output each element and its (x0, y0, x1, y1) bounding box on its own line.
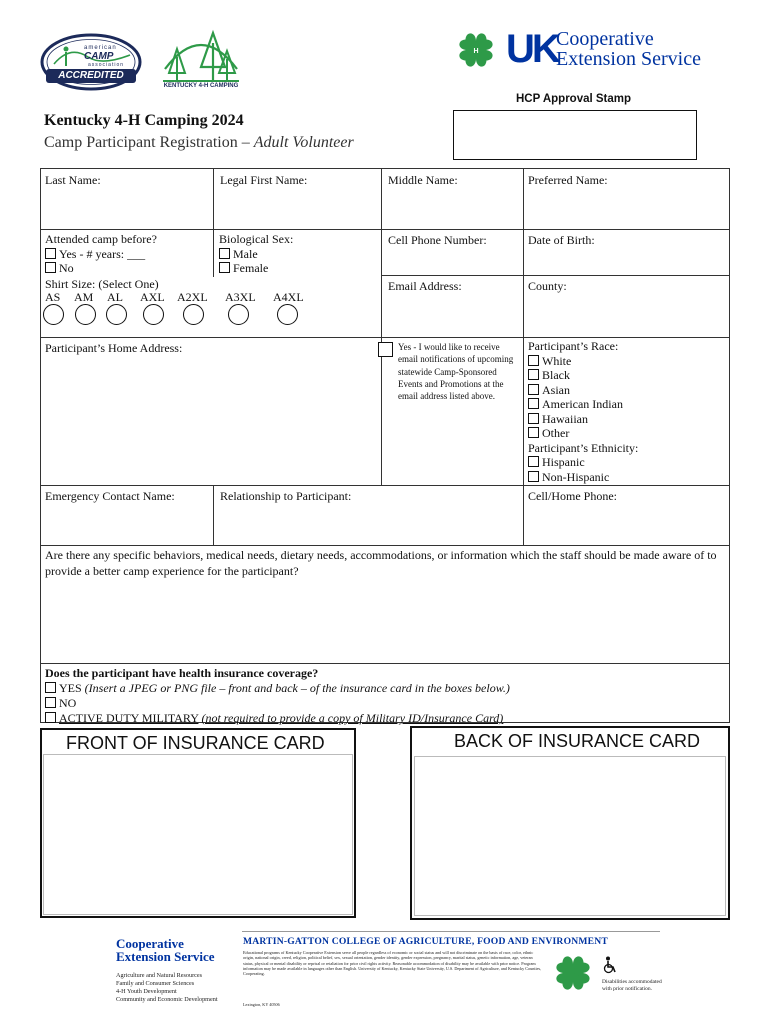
email-label: Email Address: (388, 279, 462, 293)
cell-phone-cell[interactable] (381, 229, 523, 275)
ethnicity-option-hispanic[interactable] (528, 455, 638, 470)
footer-four-h-clover-icon (552, 952, 594, 994)
footer-divider (242, 931, 660, 932)
ethnicity-option-label: Hispanic (542, 455, 585, 469)
footer-program-ced: Community and Economic Development (116, 996, 218, 1003)
emergency-contact-label: Emergency Contact Name: (45, 489, 175, 503)
email-optin-checkbox[interactable] (378, 342, 393, 357)
race-option-label: Black (542, 368, 570, 382)
aca-top-text: american (84, 45, 117, 51)
ethnicity-checkbox[interactable] (528, 471, 539, 482)
footer-wheelchair-icon (602, 956, 618, 974)
attended-yes-checkbox[interactable] (45, 248, 56, 259)
race-checkbox[interactable] (528, 384, 539, 395)
attended-no-label: No (59, 261, 74, 275)
insurance-yes-note: (Insert a JPEG or PNG file – front and back – of the insurance card in the boxes below.) (84, 681, 510, 695)
dob-cell[interactable] (523, 229, 729, 275)
shirt-size-radio-as[interactable] (43, 304, 64, 325)
hcp-approval-stamp-box (453, 110, 697, 160)
last-name-label: Last Name: (45, 173, 101, 187)
shirt-size-radio-am[interactable] (75, 304, 96, 325)
race-option-asian[interactable] (528, 383, 638, 398)
front-insurance-card-box[interactable] (40, 728, 356, 918)
shirt-size-radio-a2xl[interactable] (183, 304, 204, 325)
sex-male-checkbox[interactable] (219, 248, 230, 259)
footer-program-list (116, 972, 218, 1004)
race-checkbox[interactable] (528, 413, 539, 424)
sex-female-checkbox[interactable] (219, 262, 230, 273)
shirt-size-label: Shirt Size: (Select One) (45, 277, 159, 291)
race-option-black[interactable] (528, 368, 638, 383)
relationship-cell[interactable] (213, 485, 523, 545)
insurance-block (45, 666, 725, 726)
shirt-size-label-a3xl: A3XL (225, 290, 256, 304)
race-option-american-indian[interactable] (528, 397, 638, 412)
aca-bottom-text: association (88, 62, 125, 68)
attended-no-checkbox[interactable] (45, 262, 56, 273)
shirt-size-label-axl: AXL (140, 290, 165, 304)
sex-label: Biological Sex: (219, 232, 294, 246)
ky-4h-camping-logo (161, 29, 241, 93)
uk-logo-mark: UK (506, 27, 558, 71)
shirt-size-radio-al[interactable] (106, 304, 127, 325)
footer-disability-note: Disabilities accommodated with prior notification. (602, 979, 662, 992)
race-ethnicity-cell (523, 337, 729, 485)
footer-program-4h: 4-H Youth Development (116, 988, 177, 995)
email-optin-text: Yes - I would like to receive email notifications of upcoming statewide Camp-Sponsored Events and Promotions at the email address listed above. (398, 342, 514, 402)
shirt-size-label-al: AL (107, 290, 123, 304)
attended-block (45, 232, 157, 276)
ethnicity-options (528, 455, 638, 484)
race-checkbox[interactable] (528, 398, 539, 409)
race-checkbox[interactable] (528, 427, 539, 438)
ethnicity-checkbox[interactable] (528, 456, 539, 467)
county-cell[interactable] (523, 275, 729, 337)
special-needs-cell[interactable] (41, 545, 729, 663)
relationship-label: Relationship to Participant: (220, 489, 352, 503)
race-option-label: White (542, 353, 572, 368)
ces-header-title (556, 29, 701, 69)
last-name-cell[interactable] (41, 169, 213, 229)
sex-male-option[interactable] (219, 247, 293, 262)
race-option-label: Asian (542, 382, 570, 397)
insurance-yes-label: YES (59, 681, 82, 695)
hcp-stamp-label: HCP Approval Stamp (516, 93, 632, 105)
insurance-no-checkbox[interactable] (45, 697, 56, 708)
preferred-name-label: Preferred Name: (528, 173, 608, 187)
shirt-size-label-am: AM (74, 290, 94, 304)
email-cell[interactable] (381, 275, 523, 337)
front-insurance-card-image-area[interactable] (43, 754, 353, 915)
insurance-cell (41, 663, 729, 723)
footer-program-anr: Agriculture and Natural Resources (116, 972, 203, 979)
preferred-name-cell[interactable] (523, 169, 729, 229)
front-insurance-card-title: FRONT OF INSURANCE CARD (66, 733, 325, 753)
ces-header-line1: Cooperative (556, 28, 654, 50)
page-subtitle (44, 134, 354, 152)
attended-yes-option[interactable] (45, 247, 157, 262)
subtitle-plain: Camp Participant Registration – (44, 134, 254, 151)
insurance-no-option[interactable] (45, 696, 725, 711)
back-insurance-card-image-area[interactable] (414, 756, 726, 916)
shirt-size-radio-a4xl[interactable] (277, 304, 298, 325)
shirt-size-radio-a3xl[interactable] (228, 304, 249, 325)
race-option-label: Other (542, 426, 570, 440)
race-options (528, 354, 638, 441)
footer-college-name: MARTIN-GATTON COLLEGE OF AGRICULTURE, FOOD AND ENVIRONMENT (243, 936, 608, 947)
insurance-yes-checkbox[interactable] (45, 682, 56, 693)
race-block (528, 339, 638, 484)
insurance-question: Does the participant have health insurance coverage? (45, 666, 319, 680)
sex-female-option[interactable] (219, 261, 293, 276)
registration-form (40, 168, 730, 723)
ethnicity-option-label: Non-Hispanic (542, 469, 610, 484)
footer-disclaimer: Educational programs of Kentucky Cooperative Extension serve all people regardless of economic or social status and will not discriminate on the basis of race, color, ethnic origin, national origin, creed, religion, political belief, sex, sexual orientation, gender identity, gender expression, pregnancy, marital status, genetic information, age, veteran status, physical or mental disability or reprisal or retaliation for prior civil rights activity. Reasonable accommodation of disability may be available with prior notice. Program information may be made available in languages other than English. University of Kentucky, Kentucky State University, U.S. Department of Agriculture, and Kentucky Counties, Cooperating. (243, 950, 542, 977)
email-optin-cell (381, 337, 523, 485)
race-option-label: American Indian (542, 397, 623, 411)
ethnicity-option-non-hispanic[interactable] (528, 470, 638, 485)
insurance-yes-option[interactable] (45, 681, 725, 696)
shirt-size-label-a2xl: A2XL (177, 290, 208, 304)
footer-ces-line2: Extension Service (116, 949, 215, 964)
sex-male-label: Male (233, 246, 258, 261)
footer-ces-logo (116, 937, 215, 963)
race-checkbox[interactable] (528, 369, 539, 380)
footer-program-fcs: Family and Consumer Sciences (116, 980, 195, 987)
aca-accredited-logo (40, 33, 142, 91)
home-address-label: Participant’s Home Address: (45, 341, 183, 355)
attended-label: Attended camp before? (45, 232, 157, 246)
four-h-clover-icon (455, 29, 497, 71)
home-address-cell[interactable] (41, 337, 381, 485)
ethnicity-label: Participant’s Ethnicity: (528, 440, 639, 455)
insurance-military-note: (not required to provide a copy of Military ID/Insurance Card) (201, 711, 504, 725)
attended-yes-label: Yes - # years: ___ (59, 246, 146, 261)
insurance-military-checkbox[interactable] (45, 712, 56, 723)
attended-no-option[interactable] (45, 261, 157, 276)
back-insurance-card-title: BACK OF INSURANCE CARD (454, 731, 701, 751)
race-option-other[interactable] (528, 426, 638, 441)
cell-home-phone-label: Cell/Home Phone: (528, 489, 617, 503)
dob-label: Date of Birth: (528, 233, 595, 247)
middle-name-cell[interactable] (381, 169, 523, 229)
emergency-contact-cell[interactable] (41, 485, 213, 545)
insurance-no-label: NO (59, 696, 77, 710)
sex-block (219, 232, 293, 276)
shirt-size-radio-axl[interactable] (143, 304, 164, 325)
cell-phone-label: Cell Phone Number: (388, 233, 487, 247)
footer-ces-line1: Cooperative (116, 936, 184, 951)
race-label: Participant’s Race: (528, 339, 619, 353)
aca-camp-text: CAMP (84, 51, 114, 62)
back-insurance-card-box[interactable] (410, 726, 730, 920)
page-title: Kentucky 4-H Camping 2024 (44, 112, 244, 129)
county-label: County: (528, 279, 567, 293)
race-option-white[interactable] (528, 354, 638, 369)
shirt-size-label-as: AS (45, 290, 61, 304)
footer-city: Lexington, KY 40506 (243, 1002, 280, 1007)
legal-first-name-cell[interactable] (213, 169, 381, 229)
special-needs-question: Are there any specific behaviors, medical needs, dietary needs, accommodations, or information which the staff should be made aware of to provide a better camp experience for the participant? (45, 548, 717, 578)
ces-header-line2: Extension Service (556, 48, 701, 70)
ky-4h-camping-label: KENTUCKY 4-H CAMPING (163, 83, 239, 89)
cell-home-phone-cell[interactable] (523, 485, 729, 545)
insurance-military-option[interactable] (45, 711, 725, 726)
legal-first-name-label: Legal First Name: (220, 173, 308, 187)
race-checkbox[interactable] (528, 355, 539, 366)
middle-name-label: Middle Name: (388, 173, 458, 187)
sex-female-label: Female (233, 261, 269, 275)
svg-text:H: H (473, 48, 479, 55)
sex-divider (213, 229, 214, 277)
aca-badge-text: ACCREDITED (58, 70, 124, 81)
race-option-label: Hawaiian (542, 411, 588, 426)
subtitle-italic: Adult Volunteer (253, 134, 354, 151)
insurance-military-label: ACTIVE DUTY MILITARY (59, 711, 199, 725)
race-option-hawaiian[interactable] (528, 412, 638, 427)
shirt-size-label-a4xl: A4XL (273, 290, 304, 304)
